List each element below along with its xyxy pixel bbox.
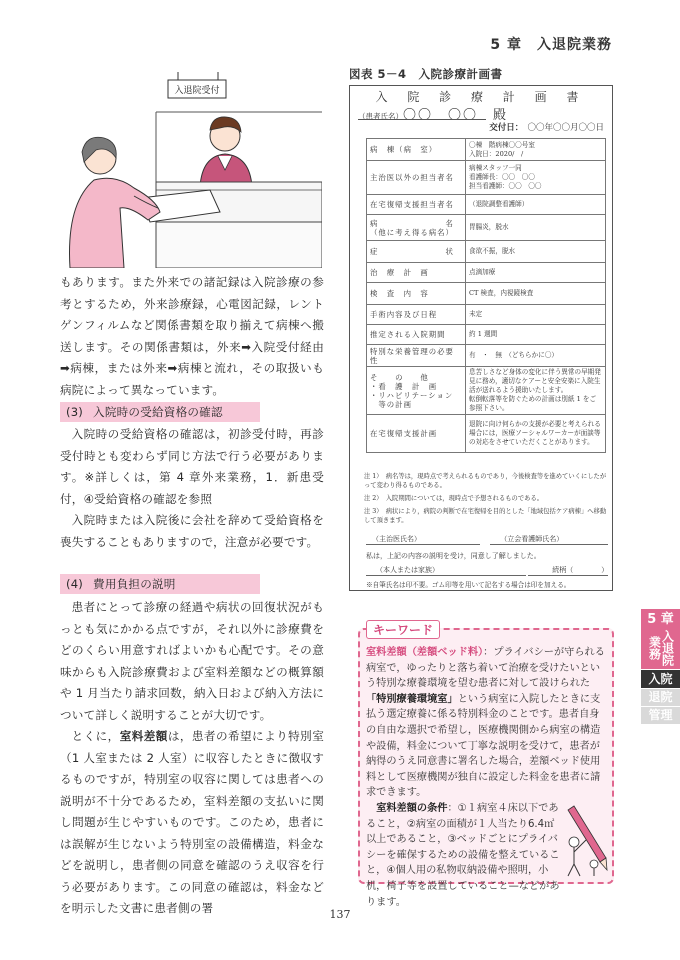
section-heading: (4) 費用負担の説明 [60, 574, 260, 594]
note: 注 1） 病名等は，現時点で考えられるものであり，今後検査等を進めていくにしたがって変わり得るものである。 [364, 473, 607, 489]
reception-illustration [60, 72, 322, 268]
plan-row [367, 139, 606, 161]
plan-row-value: 退院に向け何らかの支援が必要と考えられる場合には，医療ソーシャルワーカーが面談等の対応をさせていただくことがあります。 [466, 415, 606, 453]
plan-row [367, 325, 606, 345]
form-title: 入 院 診 療 計 画 書 [375, 90, 587, 104]
plan-row-value: 約 1 週間 [466, 325, 606, 345]
signature-row-staff [366, 534, 610, 545]
side-tab-taiin: 退院 [641, 689, 680, 706]
plan-row [367, 195, 606, 215]
signature-row-patient [366, 565, 610, 576]
plan-row [367, 283, 606, 305]
relation-field: 続柄（ ） [528, 565, 608, 576]
section-4-heading [60, 574, 324, 596]
keyword-paragraph: 室料差額の条件：①１病室４床以下であること，②病室の面積が１人当たり6.4㎡以上であること，③ベッドごとにプライバシーを確保するための設備を整えていること，④個人用の私物収納設備や照明，小机，椅子等を設置していること—などがあります。 [366, 802, 560, 908]
svg-text:入退院受付: 入退院受付 [174, 86, 220, 96]
side-tab-nyuin: 入院 [641, 670, 680, 688]
patient-figure [70, 137, 161, 268]
plan-row-label: 病 棟（病 室） [367, 139, 466, 161]
plan-row-label: 検 査 内 容 [367, 283, 466, 305]
doctor-signature: （主治医氏名） [366, 534, 480, 545]
patient-signature: （本人または家族） [366, 565, 526, 576]
note: 注 2） 入院期間については，現時点で予想されるものである。 [364, 495, 544, 502]
section-3-heading [60, 402, 324, 424]
body-paragraph: 入院時の受給資格の確認は，初診受付時，再診受付時とも変わらず同じ方法で行う必要があります。※詳しくは，第 4 章外来業務，1．新患受付，④受給資格の確認を参照 [60, 427, 324, 506]
patient-name-line: （患者氏名）〇〇 〇〇 殿 [358, 108, 509, 123]
plan-row [367, 345, 606, 367]
plan-row-label: 手術内容及び日程 [367, 305, 466, 325]
plan-row-value: 胃腸炎，脱水 [466, 215, 606, 241]
plan-row-value: （退院調整看護師） [466, 195, 606, 215]
section-4-body [60, 597, 324, 920]
plan-row [367, 367, 606, 415]
underline [358, 119, 486, 120]
plan-row-label: 病 名 （他に考え得る病名） [367, 215, 466, 241]
plan-row-value: 〇棟 階病棟〇〇号室 入院日：2020/ / [466, 139, 606, 161]
body-paragraph: 入院時または入院後に会社を辞めて受給資格を喪失することもありますので，注意が必要です。 [60, 513, 324, 549]
plan-row [367, 305, 606, 325]
plan-row-value: 点滴加療 [466, 263, 606, 283]
chapter-header: 5 章 入退院業務 [490, 37, 612, 53]
plan-row-label: 在宅復帰支援計画 [367, 415, 466, 453]
plan-row-value: 食欲不振，脱水 [466, 241, 606, 263]
plan-row [367, 241, 606, 263]
plan-row-value: CT 検査，内視鏡検査 [466, 283, 606, 305]
plan-row-label: 主治医以外の担当者名 [367, 161, 466, 195]
plan-row [367, 415, 606, 453]
plan-row-label: そ の 他 ・看 護 計 画 ・リハビリテーション 等の計画 [367, 367, 466, 415]
issue-date-line: 交付日： 〇〇年〇〇月〇〇日 [489, 123, 604, 133]
side-tab-kanri: 管理 [641, 707, 680, 724]
plan-row-label: 在宅復帰支援担当者名 [367, 195, 466, 215]
body-paragraph: とくに，室料差額は，患者の希望により特別室（1 人室または 2 人室）に収容したときに徴収するものですが，特別室の収容に関しては患者への説明が不十分であるため，室料差額の支払いに関し問題が生じやすいものです。このため，患者には誤解が生じないよう特別室の設備構造，料金などを説明し，患者側の同意を確認のうえ収容を行う必要があります。この同意の確認は，料金などを明示した文書に患者側の署 [60, 729, 324, 915]
intro-paragraph [60, 272, 324, 401]
form-footnote: ※自筆氏名は印不要。ゴム印等を用いて記名する場合は印を加える。 [366, 581, 571, 589]
page-number: 137 [329, 908, 351, 921]
consent-text: 私は，上記の内容の説明を受け，同意し了解しました。 [366, 552, 541, 560]
nurse-signature: （立会看護師氏名） [490, 534, 608, 545]
pencil-illustration [560, 804, 612, 878]
plan-row [367, 215, 606, 241]
body-paragraph: 患者にとって診療の経過や病状の回復状況がもっとも気にかかる点ですが，それ以外に診療費をどのくらい用意すればよいかも心配です。その意味からも入院診療費および室料差額などの概算額や 1 月当たり請求回数，納入日および納入方法について詳しく説明することが大切です。 [60, 600, 324, 722]
plan-row-value: 有 ・ 無 （どちらかに〇） [466, 345, 606, 367]
plan-table [366, 138, 606, 453]
reception-sign [168, 72, 226, 98]
figure-title: 図表 5－4 入院診療計画書 [349, 67, 503, 81]
note: 注 3） 病状により，病院の判断で在宅復帰を目的とした「地域包括ケア病棟」へ移動して頂きます。 [364, 508, 607, 524]
plan-row-label: 症 状 [367, 241, 466, 263]
plan-row-value: 病棟スタッフ一同 看護師長：〇〇 〇〇 担当看護師：〇〇 〇〇 [466, 161, 606, 195]
plan-row-value: 息苦しさなど身体の変化に伴う異常の早期発見に務め，適切なケアーと安全安楽に入院生活が送れるよう援助いたします。 転倒転落等を防ぐための計画は別紙 1 をご参照下さい。 [466, 367, 606, 415]
hospitalization-plan-form [349, 85, 613, 591]
plan-row [367, 263, 606, 283]
form-notes [364, 472, 610, 529]
section-3-body [60, 424, 324, 553]
body-paragraph: もあります。また外来での諸記録は入院診療の参考とするため，外来診療録，心電図記録，レントゲンフィルムなど関係書類を取り揃えて病棟へ搬送します。その関係書類は，外来➡入院受付経由➡病棟，または外来➡病棟と流れ，その取扱いも病院によって異なっています。 [60, 275, 324, 397]
side-tab-chapter-number: 5 章 [647, 612, 674, 627]
plan-row-label: 特別な栄養管理の必要性 [367, 345, 466, 367]
section-heading: (3) 入院時の受給資格の確認 [60, 402, 260, 422]
keyword-paragraph: 室料差額（差額ベッド料）：プライバシーが守られる病室で，ゆったりと落ち着いて治療を受けたいという特別な療養環境を望む患者に対して設けられた「特別療養環境室」という病室に入院したときに支払う選定療養に係る特別料金のことです。患者自身の自由な選択で希望し，医療機関側から病室の構造や設備，料金について丁寧な説明を受けて，患者が納得のうえ同意書に署名した場合，差額ベッド使用料として医療機関が独自に設定した料金を患者に請求できます。 [366, 647, 605, 799]
plan-row [367, 161, 606, 195]
keyword-tag: キーワード [366, 620, 440, 639]
plan-row-label: 推定される入院期間 [367, 325, 466, 345]
plan-row-label: 治 療 計 画 [367, 263, 466, 283]
side-tab-title: 入退院業務 [641, 627, 680, 669]
plan-row-value: 未定 [466, 305, 606, 325]
